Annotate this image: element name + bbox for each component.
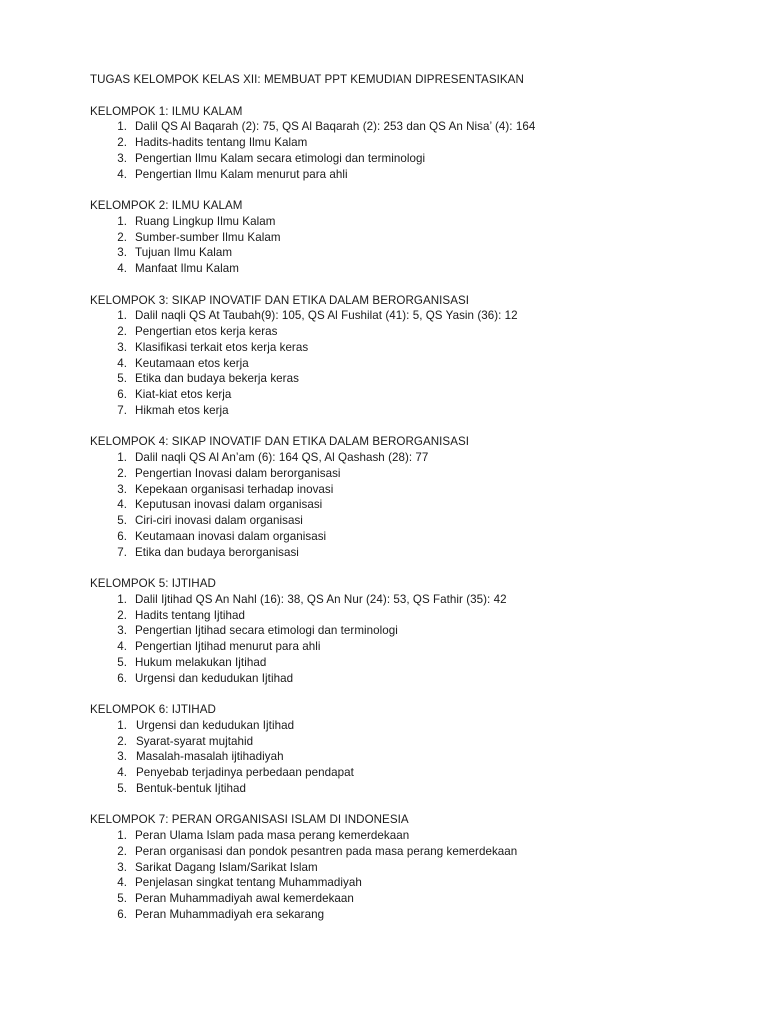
list-item (90, 261, 730, 277)
list-item-text: Pengertian Ijtihad menurut para ahli (135, 640, 321, 653)
list-item (90, 749, 730, 765)
list-item-text: Sarikat Dagang Islam/Sarikat Islam (135, 860, 318, 874)
list-item-number: 7. (117, 403, 127, 417)
group-section-2 (90, 198, 730, 277)
list-item (90, 671, 730, 687)
list-item (90, 828, 730, 844)
list-item (90, 623, 730, 639)
list-item (90, 450, 730, 466)
group-heading: KELOMPOK 1: ILMU KALAM (90, 104, 243, 118)
list-item-number: 1. (117, 829, 127, 842)
list-item (90, 639, 730, 655)
group-section-3 (90, 293, 730, 419)
list-item (90, 403, 730, 419)
list-item-text: Keutamaan inovasi dalam organisasi (135, 529, 327, 543)
list-item (90, 844, 730, 860)
list-item (90, 482, 730, 498)
list-item (90, 245, 730, 261)
list-item (90, 466, 730, 482)
list-item-number: 1. (117, 120, 127, 134)
list-item-text: Dalil naqli QS At Taubah(9): 105, QS Al Fushilat (41): 5, QS Yasin (36): 12 (135, 309, 518, 323)
list-item-text: Dalil Ijtihad QS An Nahl (16): 38, QS An Nur (24): 53, QS Fathir (35): 42 (135, 592, 507, 606)
list-item-text: Etika dan budaya bekerja keras (135, 372, 299, 386)
list-item-text: Hadits-hadits tentang Ilmu Kalam (135, 136, 308, 149)
list-item-text: Ciri-ciri inovasi dalam organisasi (135, 514, 303, 527)
list-item-text: Ruang Lingkup Ilmu Kalam (135, 214, 276, 228)
list-item-number: 2. (117, 734, 127, 748)
group-heading: KELOMPOK 3: SIKAP INOVATIF DAN ETIKA DALAM BERORGANISASI (90, 293, 470, 307)
list-item (90, 340, 730, 356)
list-item-number: 5. (117, 892, 127, 905)
list-item (90, 230, 730, 246)
list-item (90, 167, 730, 183)
list-item (90, 308, 730, 324)
list-item-text: Urgensi dan kedudukan Ijtihad (135, 671, 294, 685)
list-item-number: 5. (117, 372, 127, 386)
list-item-number: 3. (117, 151, 127, 165)
list-item-text: Urgensi dan kedudukan Ijtihad (136, 718, 295, 732)
topic-list (90, 718, 730, 797)
topic-list (90, 592, 730, 687)
list-item (90, 135, 730, 151)
list-item-text: Manfaat Ilmu Kalam (135, 262, 239, 275)
list-item (90, 497, 730, 513)
list-item-number: 1. (117, 592, 127, 606)
list-item-text: Klasifikasi terkait etos kerja keras (135, 340, 309, 354)
list-item-text: Dalil naqli QS Al An’am (6): 164 QS, Al Qashash (28): 77 (135, 451, 429, 464)
group-section-1 (90, 104, 730, 183)
list-item-text: Etika dan budaya berorganisasi (135, 545, 299, 559)
list-item-text: Penyebab terjadinya perbedaan pendapat (136, 766, 354, 779)
list-item-number: 6. (117, 388, 127, 401)
list-item-text: Hadits tentang Ijtihad (135, 608, 246, 622)
list-item (90, 119, 730, 135)
list-item (90, 718, 730, 734)
list-item-text: Pengertian Ilmu Kalam secara etimologi dan terminologi (135, 151, 426, 165)
topic-list (90, 308, 730, 418)
list-item-number: 4. (117, 766, 127, 779)
list-item (90, 781, 730, 797)
list-item-number: 2. (117, 844, 127, 858)
list-item-text: Kiat-kiat etos kerja (135, 388, 232, 401)
list-item (90, 765, 730, 781)
list-item-number: 3. (117, 624, 127, 638)
list-item-text: Pengertian Ilmu Kalam menurut para ahli (135, 167, 348, 181)
list-item-number: 1. (117, 451, 127, 464)
list-item (90, 608, 730, 624)
topic-list (90, 214, 730, 277)
list-item-number: 4. (117, 498, 127, 512)
group-section-6 (90, 702, 730, 797)
list-item-text: Kepekaan organisasi terhadap inovasi (135, 482, 334, 496)
list-item-number: 1. (117, 309, 127, 323)
list-item-number: 2. (117, 325, 127, 338)
list-item (90, 387, 730, 403)
group-section-5 (90, 576, 730, 686)
topic-list (90, 450, 730, 560)
list-item-text: Penjelasan singkat tentang Muhammadiyah (135, 876, 362, 890)
list-item-text: Sumber-sumber Ilmu Kalam (135, 230, 281, 244)
list-item-number: 4. (117, 876, 127, 890)
list-item (90, 513, 730, 529)
list-item-text: Hikmah etos kerja (135, 403, 229, 417)
list-item-number: 3. (117, 860, 127, 874)
list-item-number: 2. (117, 136, 127, 149)
list-item-text: Hukum melakukan Ijtihad (135, 655, 267, 669)
list-item-number: 7. (117, 545, 127, 559)
group-heading: KELOMPOK 6: IJTIHAD (90, 703, 216, 716)
list-item-number: 2. (117, 466, 127, 480)
list-item (90, 151, 730, 167)
list-item (90, 875, 730, 891)
list-item-text: Masalah-masalah ijtihadiyah (136, 750, 284, 764)
group-heading: KELOMPOK 7: PERAN ORGANISASI ISLAM DI INDONESIA (90, 813, 409, 827)
list-item-number: 3. (117, 482, 127, 496)
list-item (90, 655, 730, 671)
list-item-text: Syarat-syarat mujtahid (136, 734, 254, 748)
group-heading: KELOMPOK 4: SIKAP INOVATIF DAN ETIKA DALAM BERORGANISASI (90, 435, 470, 449)
list-item-number: 6. (117, 529, 127, 543)
list-item (90, 592, 730, 608)
list-item (90, 860, 730, 876)
list-item-text: Dalil QS Al Baqarah (2): 75, QS Al Baqarah (2): 253 dan QS An Nisa’ (4): 164 (135, 120, 536, 134)
list-item-text: Peran Ulama Islam pada masa perang kemerdekaan (135, 829, 410, 842)
group-heading: KELOMPOK 5: IJTIHAD (90, 577, 216, 590)
group-section-4 (90, 434, 730, 560)
list-item-text: Pengertian etos kerja keras (135, 325, 278, 338)
topic-list (90, 828, 730, 923)
list-item-text: Pengertian Ijtihad secara etimologi dan terminologi (135, 624, 398, 638)
list-item-number: 5. (117, 781, 127, 795)
list-item-number: 4. (117, 262, 127, 275)
list-item-text: Peran Muhammadiyah era sekarang (135, 907, 325, 921)
group-section-7 (90, 812, 730, 922)
list-item (90, 545, 730, 561)
list-item-number: 1. (117, 718, 127, 732)
list-item-number: 6. (117, 907, 127, 921)
list-item-text: Peran Muhammadiyah awal kemerdekaan (135, 892, 354, 905)
list-item-text: Tujuan Ilmu Kalam (135, 246, 233, 260)
list-item-number: 3. (117, 340, 127, 354)
topic-list (90, 119, 730, 182)
list-item (90, 214, 730, 230)
list-item-number: 4. (117, 167, 127, 181)
list-item (90, 529, 730, 545)
document-title: TUGAS KELOMPOK KELAS XII: MEMBUAT PPT KEMUDIAN DIPRESENTASIKAN (90, 73, 524, 86)
list-item (90, 907, 730, 923)
list-item (90, 734, 730, 750)
list-item (90, 891, 730, 907)
list-item-text: Bentuk-bentuk Ijtihad (136, 781, 246, 795)
list-item-number: 4. (117, 640, 127, 653)
list-item-text: Pengertian Inovasi dalam berorganisasi (135, 466, 341, 480)
group-heading: KELOMPOK 2: ILMU KALAM (90, 199, 243, 212)
list-item (90, 324, 730, 340)
document-body (90, 72, 730, 938)
list-item-text: Keutamaan etos kerja (135, 356, 249, 370)
list-item-number: 3. (117, 246, 127, 260)
list-item-number: 6. (117, 671, 127, 685)
list-item-number: 5. (117, 655, 127, 669)
group-list (90, 104, 730, 923)
list-item (90, 356, 730, 372)
list-item-number: 3. (117, 750, 127, 764)
list-item-text: Keputusan inovasi dalam organisasi (135, 498, 323, 512)
list-item-number: 5. (117, 514, 127, 527)
list-item-text: Peran organisasi dan pondok pesantren pada masa perang kemerdekaan (135, 844, 518, 858)
list-item (90, 371, 730, 387)
list-item-number: 2. (117, 230, 127, 244)
list-item-number: 1. (117, 214, 127, 228)
list-item-number: 4. (117, 356, 127, 370)
list-item-number: 2. (117, 608, 127, 622)
